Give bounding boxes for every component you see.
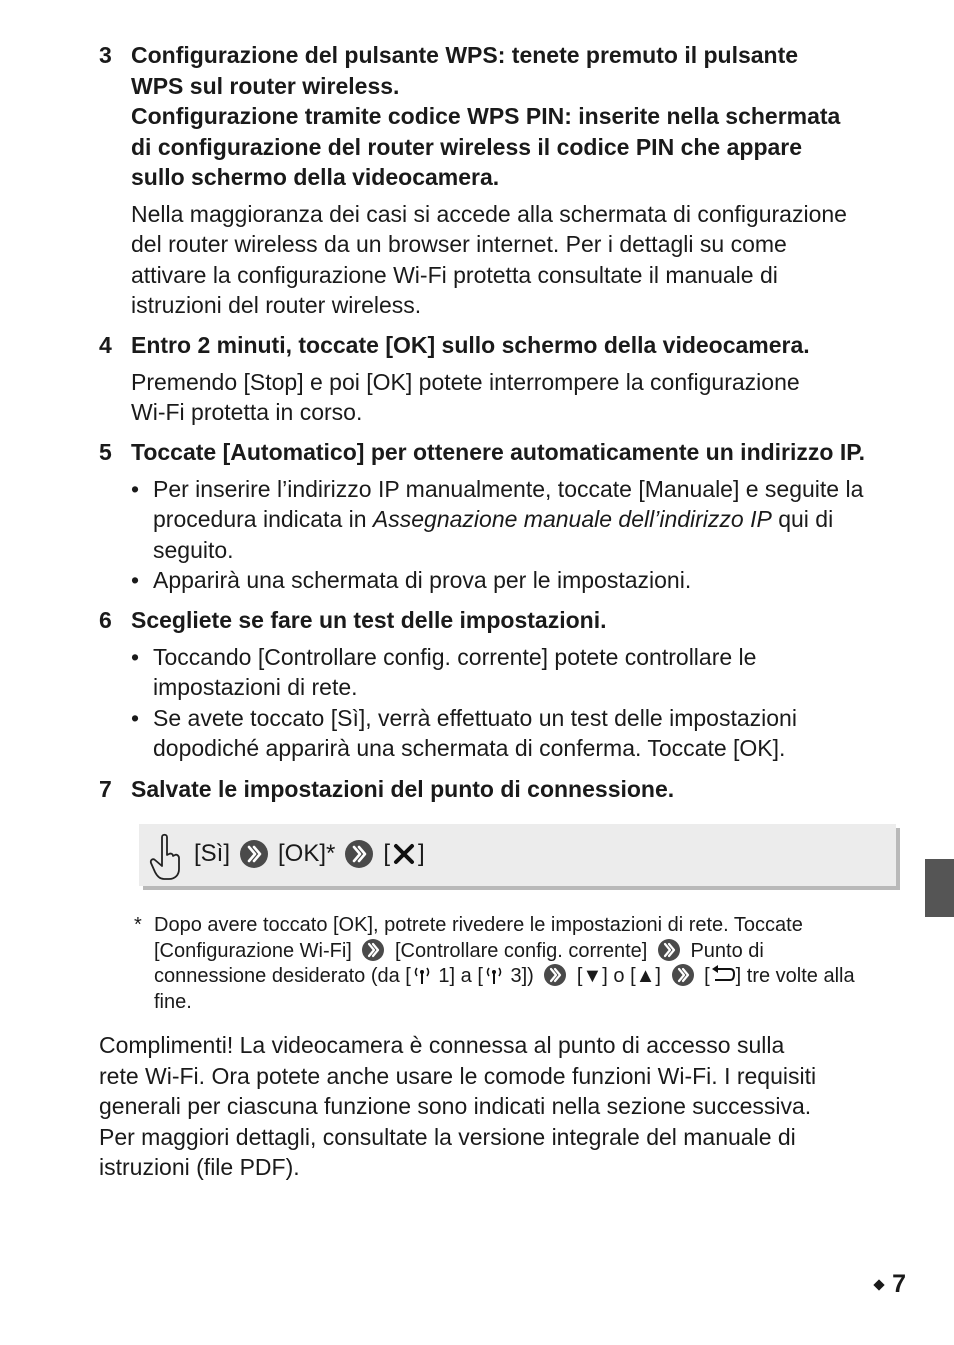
touch-hand-icon xyxy=(149,833,183,881)
section-tab-marker xyxy=(925,859,954,917)
page-number: 7 xyxy=(875,1270,906,1299)
wifi-antenna-icon xyxy=(483,965,505,985)
next-arrow-icon xyxy=(362,939,384,961)
op-ok: [OK]* xyxy=(278,840,336,867)
next-arrow-icon xyxy=(345,840,373,868)
next-arrow-icon xyxy=(240,840,268,868)
step-title: Entro 2 minuti, toccate [OK] sullo schermo della videocamera. xyxy=(131,332,810,358)
cross-reference: Assegnazione manuale dell’indirizzo IP xyxy=(372,506,772,532)
footnote: * Dopo avere toccato [OK], potrete rivedere le impostazioni di rete. Toccate [Configurazione Wi-Fi] [Controllare config. corrente] Punto di connessione desiderato (da [ 1] a [ 3]) [▼] o [▲] [ ] tre volte alla fine. xyxy=(134,914,855,1013)
step-title: Salvate le impostazioni del punto di connessione. xyxy=(131,776,675,802)
step-title: Toccate [Automatico] per ottenere automaticamente un indirizzo IP. xyxy=(131,439,865,465)
operation-steps: [Sì] [OK]* [ ] xyxy=(194,840,425,867)
step-4 xyxy=(99,330,911,428)
op-yes: [Sì] xyxy=(194,840,231,867)
bullet-item: • Per inserire l’indirizzo IP manualmente, toccate [Manuale] e seguite la procedura indicata in Assegnazione manuale dell’indirizzo IP qui di seguito. xyxy=(131,475,864,563)
step-title: Configurazione del pulsante WPS: tenete premuto il pulsante WPS sul router wireless. Configurazione tramite codice WPS PIN: inserite nella schermata di configurazione del router wireless il codice PIN che appare sullo schermo della videocamera. xyxy=(131,42,841,190)
next-arrow-icon xyxy=(672,964,694,986)
bullet-item: • Apparirà una schermata di prova per le impostazioni. xyxy=(131,567,692,593)
step-5 xyxy=(99,437,911,596)
step-3 xyxy=(99,40,911,321)
diamond-icon xyxy=(873,1279,884,1290)
next-arrow-icon xyxy=(544,964,566,986)
step-number: 5 xyxy=(99,439,112,465)
wifi-antenna-icon xyxy=(411,965,433,985)
bullet-item: • Toccando [Controllare config. corrente] potete controllare le impostazioni di rete. xyxy=(131,643,757,700)
step-number: 3 xyxy=(99,42,112,68)
return-icon xyxy=(710,965,736,985)
close-x-icon xyxy=(392,842,416,866)
step-number: 7 xyxy=(99,776,112,802)
step-number: 6 xyxy=(99,607,112,633)
step-title: Scegliete se fare un test delle impostazioni. xyxy=(131,607,607,633)
bullet-item: • Se avete toccato [Sì], verrà effettuato un test delle impostazioni dopodiché apparirà una schermata di conferma. Toccate [OK]. xyxy=(131,704,797,761)
closing-paragraph: Complimenti! La videocamera è connessa al punto di accesso sulla rete Wi-Fi. Ora potete anche usare le comode funzioni Wi-Fi. I requisiti generali per ciascuna funzione sono indicati nella sezione successiva. Per maggiori dettagli, consultate la versione integrale del manuale di istruzioni (file PDF). xyxy=(99,1032,817,1180)
next-arrow-icon xyxy=(658,939,680,961)
step-description: Nella maggioranza dei casi si accede alla schermata di configurazione del router wireless da un browser internet. Per i dettagli su come attivare la configurazione Wi-Fi protetta consultate il manuale di istruzioni del router wireless. xyxy=(131,200,847,318)
step-6 xyxy=(99,605,911,764)
step-7 xyxy=(99,774,911,805)
step-description: Premendo [Stop] e poi [OK] potete interrompere la configurazione Wi-Fi protetta in corso. xyxy=(131,368,800,425)
operation-sequence-box xyxy=(139,824,896,886)
step-number: 4 xyxy=(99,332,112,358)
